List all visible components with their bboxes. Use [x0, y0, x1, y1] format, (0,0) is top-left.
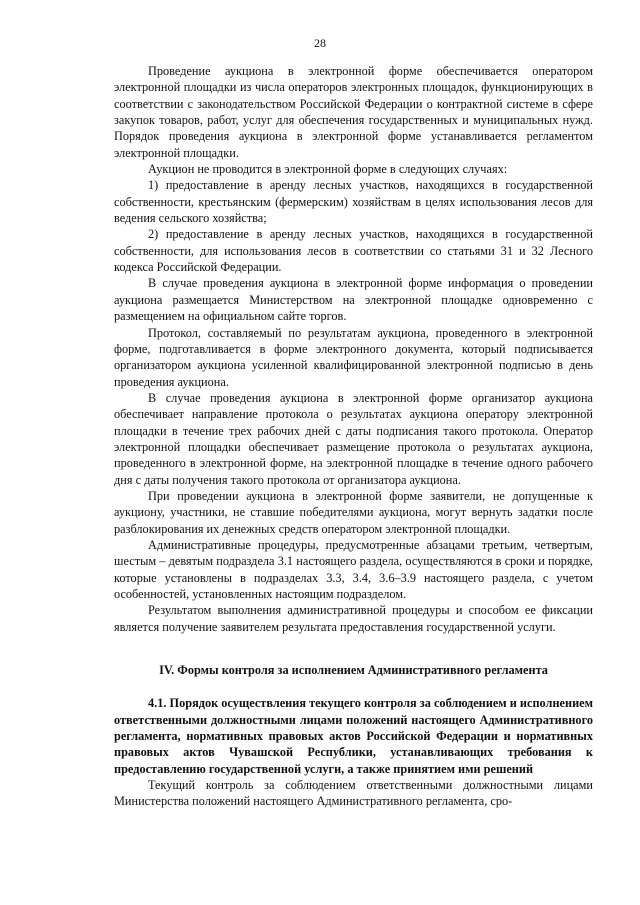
paragraph: В случае проведения аукциона в электронной форме информация о проведении аукциона размещается Министерством на электронной площадке одновременно с размещением на официальном сайте торгов. [114, 276, 593, 324]
list-item: 1) предоставление в аренду лесных участков, находящихся в государственной собственности, крестьянским (фермерским) хозяйствам в целях использования лесов для ведения сельского хозяйства; [114, 178, 593, 226]
document-body [114, 63, 593, 810]
list-item: 2) предоставление в аренду лесных участков, находящихся в государственной собственности, для использования лесов в соответствии со статьями 31 и 32 Лесного кодекса Российской Федерации. [114, 227, 593, 275]
paragraph: При проведении аукциона в электронной форме заявители, не допущенные к аукциону, участники, не ставшие победителями аукциона, могут вернуть задатки после разблокирования их денежных средств оператором электронной площадки. [114, 488, 593, 536]
paragraph: В случае проведения аукциона в электронной форме организатор аукциона обеспечивает направление протокола о результатах аукциона оператору электронной площадки в течение трех рабочих дней с даты подписания такого протокола. Оператор электронной площадки обеспечивает размещение протокола о результатах аукциона, проведенного в электронной форме, на электронной площадке в течение одного рабочего дня с даты получения такого протокола от организатора аукциона. [114, 390, 593, 487]
page-number: 28 [314, 36, 326, 50]
paragraph: Административные процедуры, предусмотренные абзацами третьим, четвертым, шестым – девятым подраздела 3.1 настоящего раздела, осуществляются в сроки и порядке, которые установлены в подразделах 3.3, 3.4, 3.6–3.9 настоящего раздела, с учетом особенностей, установленных настоящим подразделом. [114, 537, 593, 601]
paragraph: Аукцион не проводится в электронной форме в следующих случаях: [148, 162, 508, 177]
paragraph: Проведение аукциона в электронной форме обеспечивается оператором электронной площадки из числа операторов электронных площадок, функционирующих в соответствии с законодательством Российской Федерации о контрактной системе в сфере закупок товаров, работ, услуг для обеспечения государственных и муниципальных нужд. Порядок проведения аукциона в электронной форме устанавливается регламентом электронной площадки. [114, 64, 593, 160]
subsection-heading: 4.1. Порядок осуществления текущего контроля за соблюдением и исполнением ответственными должностными лицами положений настоящего Административного регламента, нормативных правовых актов Российской Федерации и нормативных правовых актов Чувашской Республики, устанавливающих требования к предоставлению государственной услуги, а также принятием ими решений [114, 696, 593, 776]
section-heading: IV. Формы контроля за исполнением Административного регламента [159, 663, 548, 678]
paragraph: Протокол, составляемый по результатам аукциона, проведенного в электронной форме, подготавливается в форме электронного документа, который подписывается организатором аукциона усиленной квалифицированной электронной подписью в день проведения аукциона. [114, 325, 593, 389]
paragraph: Текущий контроль за соблюдением ответственными должностными лицами Министерства положений настоящего Административного регламента, сро- [114, 778, 593, 809]
paragraph: Результатом выполнения административной процедуры и способом ее фиксации является получение заявителем результата предоставления государственной услуги. [114, 603, 593, 634]
